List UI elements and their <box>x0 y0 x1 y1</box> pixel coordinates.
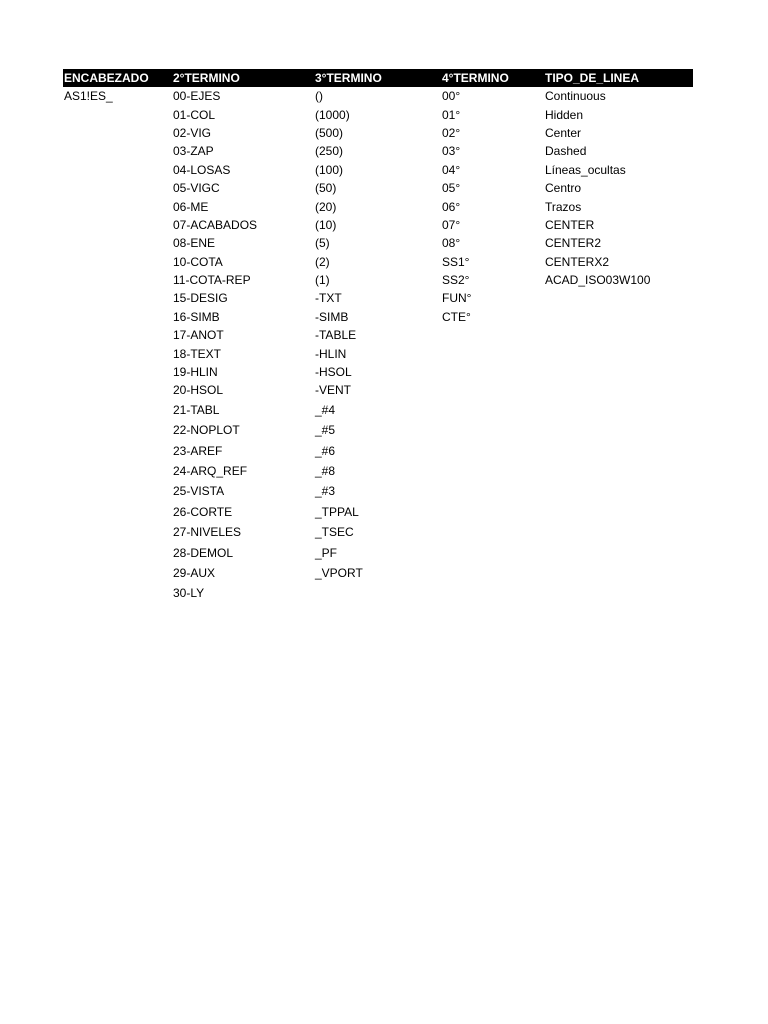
cell-4-termino[interactable]: 04° <box>442 162 461 177</box>
cell-tipo-de-linea[interactable]: Trazos <box>545 199 582 214</box>
cell-3-termino[interactable]: _TSEC <box>315 525 354 540</box>
cell-2-termino[interactable]: 23-AREF <box>173 443 223 458</box>
cell-encabezado[interactable]: AS1!ES_ <box>64 89 113 104</box>
cell-2-termino[interactable]: 21-TABL <box>173 402 220 417</box>
cell-4-termino[interactable]: 07° <box>442 217 461 232</box>
table-row <box>63 363 693 381</box>
cell-3-termino[interactable]: _VPORT <box>315 565 363 580</box>
cell-3-termino[interactable]: (100) <box>315 162 344 177</box>
table-row <box>63 381 693 399</box>
cell-tipo-de-linea[interactable]: Líneas_ocultas <box>545 162 626 177</box>
cell-3-termino[interactable]: (500) <box>315 125 344 140</box>
table-row <box>63 271 693 289</box>
cell-3-termino[interactable]: _PF <box>315 545 338 560</box>
cell-2-termino[interactable]: 02-VIG <box>173 125 212 140</box>
cell-2-termino[interactable]: 18-TEXT <box>173 346 222 361</box>
header-4-termino[interactable]: 4°TERMINO <box>442 71 509 85</box>
header-encabezado[interactable]: ENCABEZADO <box>64 71 149 85</box>
table-row <box>63 124 693 142</box>
table-row <box>63 179 693 197</box>
table-header-row <box>63 69 693 87</box>
cell-4-termino[interactable]: SS2° <box>442 273 470 288</box>
cell-2-termino[interactable]: 00-EJES <box>173 89 221 104</box>
table-row <box>63 344 693 362</box>
cell-4-termino[interactable]: FUN° <box>442 291 472 306</box>
cell-2-termino[interactable]: 28-DEMOL <box>173 545 234 560</box>
table-row <box>63 502 693 522</box>
table-row <box>63 216 693 234</box>
cell-3-termino[interactable]: -HLIN <box>315 346 347 361</box>
cell-2-termino[interactable]: 17-ANOT <box>173 328 224 343</box>
table-row <box>63 583 693 603</box>
cell-3-termino[interactable]: -VENT <box>315 383 351 398</box>
cell-4-termino[interactable]: 02° <box>442 125 461 140</box>
table-row <box>63 105 693 123</box>
header-2-termino[interactable]: 2°TERMINO <box>173 71 240 85</box>
cell-tipo-de-linea[interactable]: Dashed <box>545 144 587 159</box>
cell-3-termino[interactable]: (250) <box>315 144 344 159</box>
cell-2-termino[interactable]: 07-ACABADOS <box>173 217 258 232</box>
cell-3-termino[interactable]: -HSOL <box>315 365 352 380</box>
cell-2-termino[interactable]: 08-ENE <box>173 236 216 251</box>
cell-3-termino[interactable]: () <box>315 89 323 104</box>
cell-3-termino[interactable]: (50) <box>315 181 337 196</box>
cell-2-termino[interactable]: 11-COTA-REP <box>173 273 251 288</box>
cell-tipo-de-linea[interactable]: CENTER <box>545 217 595 232</box>
cell-2-termino[interactable]: 26-CORTE <box>173 504 233 519</box>
cell-tipo-de-linea[interactable]: Center <box>545 125 582 140</box>
cell-4-termino[interactable]: 08° <box>442 236 461 251</box>
cell-4-termino[interactable]: 06° <box>442 199 461 214</box>
cell-2-termino[interactable]: 24-ARQ_REF <box>173 464 248 478</box>
table-row <box>63 461 693 481</box>
cell-2-termino[interactable]: 25-VISTA <box>173 484 225 499</box>
cell-2-termino[interactable]: 06-ME <box>173 199 209 214</box>
table-row <box>63 522 693 542</box>
cell-3-termino[interactable]: (1) <box>315 273 330 288</box>
cell-2-termino[interactable]: 03-ZAP <box>173 144 214 159</box>
table-row <box>63 542 693 562</box>
cell-tipo-de-linea[interactable]: Continuous <box>545 89 606 104</box>
cell-2-termino[interactable]: 30-LY <box>173 586 205 601</box>
cell-3-termino[interactable]: -SIMB <box>315 309 349 324</box>
table-row <box>63 308 693 326</box>
header-3-termino[interactable]: 3°TERMINO <box>315 71 382 85</box>
cell-tipo-de-linea[interactable]: ACAD_ISO03W100 <box>545 273 651 288</box>
cell-3-termino[interactable]: _#6 <box>315 443 336 458</box>
cell-tipo-de-linea[interactable]: CENTERX2 <box>545 254 610 269</box>
table-row <box>63 253 693 271</box>
cell-3-termino[interactable]: -TABLE <box>315 328 357 343</box>
cell-4-termino[interactable]: 05° <box>442 181 461 196</box>
cell-2-termino[interactable]: 16-SIMB <box>173 309 220 324</box>
table-body <box>63 87 693 604</box>
table-row <box>63 440 693 460</box>
table-row <box>63 197 693 215</box>
cell-2-termino[interactable]: 29-AUX <box>173 565 216 580</box>
cell-3-termino[interactable]: -TXT <box>315 291 342 306</box>
table-row <box>63 289 693 307</box>
table-row <box>63 142 693 160</box>
cell-3-termino[interactable]: (5) <box>315 236 330 251</box>
cell-2-termino[interactable]: 19-HLIN <box>173 365 218 380</box>
cell-3-termino[interactable]: (1000) <box>315 107 350 122</box>
cell-4-termino[interactable]: 00° <box>442 89 461 104</box>
cell-2-termino[interactable]: 05-VIGC <box>173 181 220 196</box>
cell-2-termino[interactable]: 22-NOPLOT <box>173 423 240 438</box>
cell-tipo-de-linea[interactable]: Hidden <box>545 107 584 122</box>
cell-3-termino[interactable]: _#3 <box>315 484 336 499</box>
table-row <box>63 87 693 105</box>
table-row <box>63 400 693 420</box>
spreadsheet-table <box>63 69 693 604</box>
cell-4-termino[interactable]: 03° <box>442 144 461 159</box>
table-row <box>63 563 693 583</box>
table-row <box>63 161 693 179</box>
cell-3-termino[interactable]: _#5 <box>315 423 336 438</box>
cell-2-termino[interactable]: 10-COTA <box>173 254 223 269</box>
cell-3-termino[interactable]: _#8 <box>315 464 336 478</box>
cell-2-termino[interactable]: 27-NIVELES <box>173 525 242 540</box>
cell-4-termino[interactable]: 01° <box>442 107 461 122</box>
cell-3-termino[interactable]: (20) <box>315 199 337 214</box>
cell-2-termino[interactable]: 20-HSOL <box>173 383 224 398</box>
cell-2-termino[interactable]: 01-COL <box>173 107 216 122</box>
cell-4-termino[interactable]: CTE° <box>442 309 471 324</box>
cell-3-termino[interactable]: _TPPAL <box>315 504 359 519</box>
cell-3-termino[interactable]: (10) <box>315 217 337 232</box>
table-row <box>63 420 693 440</box>
cell-3-termino[interactable]: (2) <box>315 254 330 269</box>
header-tipo-de-linea[interactable]: TIPO_DE_LINEA <box>545 71 640 85</box>
cell-tipo-de-linea[interactable]: CENTER2 <box>545 236 602 251</box>
cell-4-termino[interactable]: SS1° <box>442 254 470 269</box>
cell-tipo-de-linea[interactable]: Centro <box>545 181 582 196</box>
table-row <box>63 234 693 252</box>
table-row <box>63 481 693 501</box>
cell-3-termino[interactable]: _#4 <box>315 402 336 417</box>
cell-2-termino[interactable]: 04-LOSAS <box>173 162 231 177</box>
table-row <box>63 326 693 344</box>
cell-2-termino[interactable]: 15-DESIG <box>173 291 228 306</box>
